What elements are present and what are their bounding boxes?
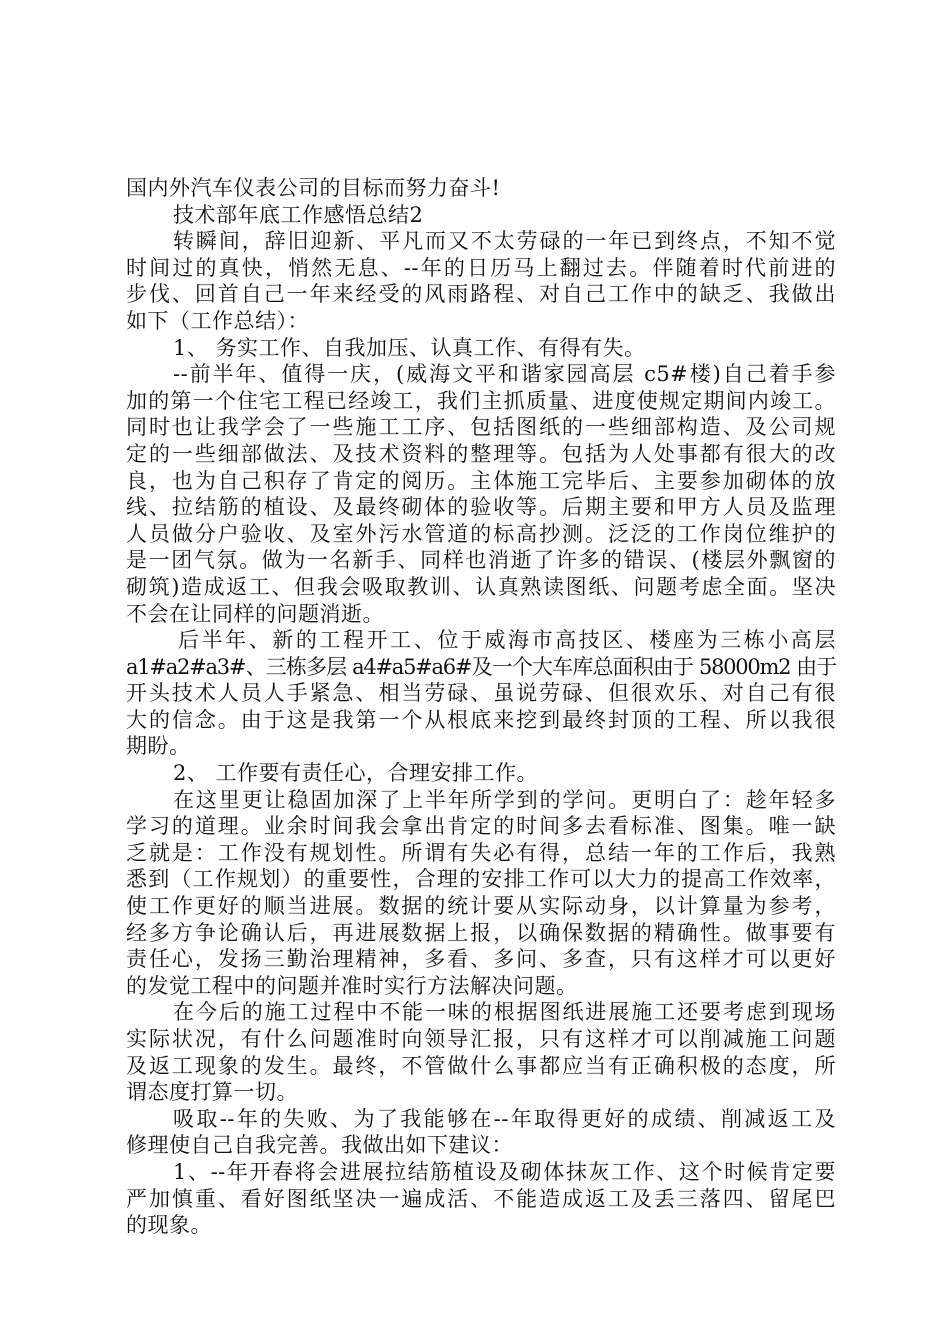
text-line: 后半年、新的工程开工、位于威海市高技区、楼座为三栋小高层 [178,628,836,653]
text-line: 学习的道理。业余时间我会拿出肯定的时间多去看标准、图集。唯一缺 [126,814,836,839]
text-line: 同时也让我学会了一些施工工序、包括图纸的一些细部构造、及公司规 [126,415,836,440]
text-line: 在这里更让稳固加深了上半年所学到的学问。更明白了：趁年轻多 [173,787,836,812]
text-line: 线、拉结筋的植设、及最终砌体的验收等。后期主要和甲方人员及监理 [126,495,836,520]
text-line: 转瞬间，辞旧迎新、平凡而又不太劳碌的一年已到终点，不知不觉 [173,229,836,254]
text-line: 乏就是：工作没有规划性。所谓有失必有得，总结一年的工作后，我熟 [126,840,836,865]
text-line: 悉到（工作规划）的重要性，合理的安排工作可以大力的提高工作效率， [126,867,836,892]
text-line: 吸取--年的失败、为了我能够在--年取得更好的成绩、削减返工及 [173,1106,836,1131]
text-line: 1、--年开春将会进展拉结筋植设及砌体抹灰工作、这个时候肯定要 [173,1159,836,1184]
text-line: 开头技术人员人手紧急、相当劳碌、虽说劳碌、但很欢乐、对自己有很 [126,681,836,706]
text-line: 经多方争论确认后，再进展数据上报，以确保数据的精确性。做事要有 [126,920,836,945]
text-line: 修理使自己自我完善。我做出如下建议： [126,1133,513,1158]
text-line: 使工作更好的顺当进展。数据的统计要从实际动身，以计算量为参考， [126,894,836,919]
text-line: --前半年、值得一庆，(威海文平和谐家园高层 c5#楼)自己着手参 [173,362,836,387]
text-line: 是一团气氛。做为一名新手、同样也消逝了许多的错误、(楼层外飘窗的 [126,548,836,573]
text-line: 实际状况，有什么问题准时向领导汇报，只有这样才可以削减施工问题 [126,1027,836,1051]
text-line: 谓态度打算一切。 [126,1080,298,1105]
text-line: 时间过的真快，悄然无息、--年的日历马上翻过去。伴随着时代前进的 [126,255,836,280]
text-line: 不会在让同样的问题消逝。 [126,601,384,626]
text-line: 责任心，发扬三勤治理精神，多看、多问、多查，只有这样才可以更好 [126,947,836,972]
text-line: 期盼。 [126,734,191,759]
text-line: a1#a2#a3#、三栋多层 a4#a5#a6#及一个大车库总面积由于 58000m2 由于 [126,654,836,679]
text-line: 人员做分户验收、及室外污水管道的标高抄测。泛泛的工作岗位维护的 [126,521,836,546]
text-line: 1、 务实工作、自我加压、认真工作、有得有失。 [173,335,646,360]
text-line: 的现象。 [126,1213,212,1238]
text-line: 砌筑)造成返工、但我会吸取教训、认真熟读图纸、问题考虑全面。坚决 [126,574,836,599]
document-body [126,175,836,1239]
text-line: 的发觉工程中的问题并准时实行方法解决问题。 [126,973,578,998]
text-line: 良，也为自己积存了肯定的阅历。主体施工完毕后、主要参加砌体的放 [126,468,836,493]
text-line: 步伐、回首自己一年来经受的风雨路程、对自己工作中的缺乏、我做出 [126,282,836,307]
text-line: 严加慎重、看好图纸坚决一遍成活、不能造成返工及丢三落四、留尾巴 [126,1186,836,1211]
text-line: 如下（工作总结）： [126,308,309,333]
text-line: 技术部年底工作感悟总结2 [173,202,424,227]
text-line: 在今后的施工过程中不能一味的根据图纸进展施工还要考虑到现场 [173,1000,836,1025]
text-line: 大的信念。由于这是我第一个从根底来挖到最终封顶的工程、所以我很 [126,707,836,732]
text-line: 加的第一个住宅工程已经竣工，我们主抓质量、进度使规定期间内竣工。 [126,388,836,413]
text-line: 国内外汽车仪表公司的目标而努力奋斗! [126,176,501,200]
text-line: 及返工现象的发生。最终，不管做什么事都应当有正确积极的态度，所 [126,1053,836,1078]
text-line: 定的一些细部做法、及技术资料的整理等。包括为人处事都有很大的改 [126,441,836,466]
text-line: 2、 工作要有责任心，合理安排工作。 [173,761,539,786]
